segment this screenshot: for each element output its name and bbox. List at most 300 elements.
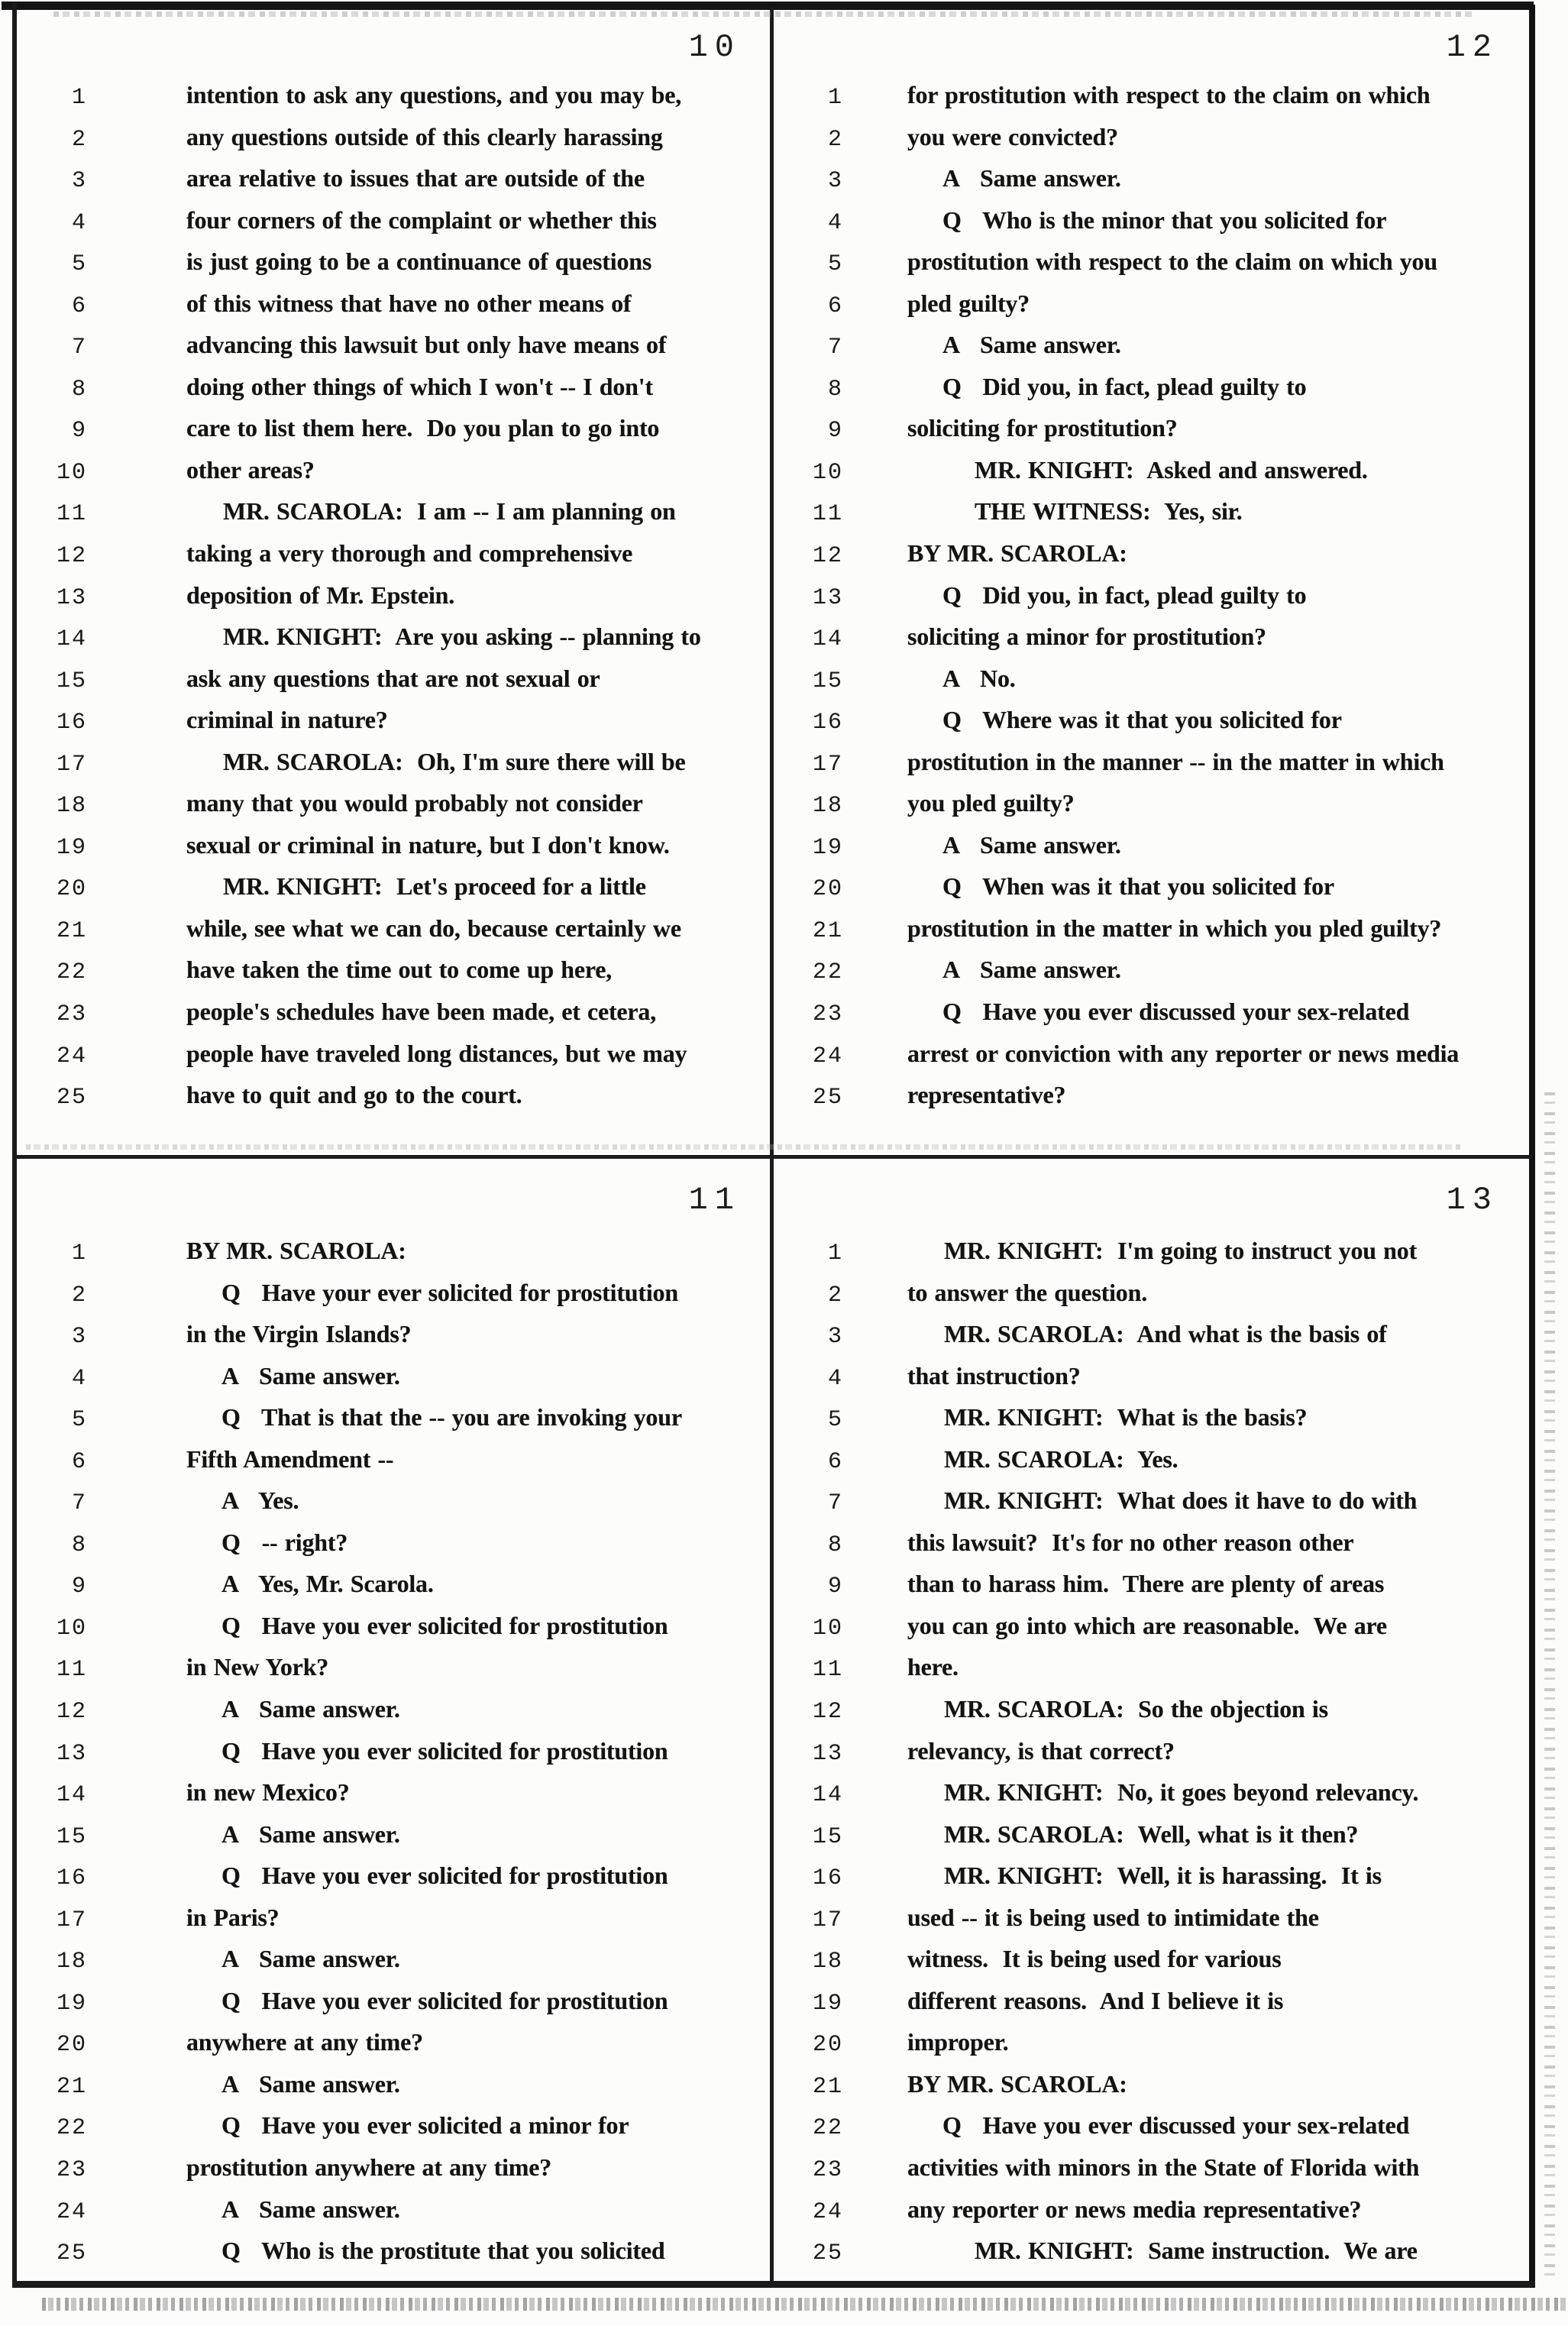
transcript-line	[20, 455, 767, 500]
line-number: 15	[56, 1823, 87, 1850]
transcript-line	[20, 416, 767, 458]
line-number: 13	[56, 584, 87, 611]
line-number: 8	[71, 1532, 87, 1558]
transcript-line	[20, 1238, 767, 1280]
transcript-line	[776, 374, 1524, 416]
line-number: 17	[812, 751, 843, 778]
line-text: Q Have you ever solicited a minor for	[221, 2111, 629, 2140]
line-number: 9	[827, 418, 843, 445]
border-right	[1529, 5, 1535, 2287]
line-text: A Same answer.	[942, 830, 1121, 859]
transcript-line	[776, 1488, 1524, 1530]
transcript-line	[20, 583, 767, 625]
transcript-line	[20, 707, 767, 749]
line-number: 22	[56, 959, 87, 986]
line-text: other areas?	[186, 455, 315, 484]
line-number: 18	[56, 1949, 87, 1975]
transcript-line	[776, 2030, 1524, 2072]
line-number: 18	[812, 1949, 843, 1975]
transcript-line	[20, 249, 767, 291]
transcript-line	[20, 2069, 767, 2114]
line-number: 21	[56, 2073, 87, 2100]
transcript-line	[20, 499, 767, 541]
line-number: 4	[71, 1365, 87, 1392]
line-text: MR. KNIGHT: Let's proceed for a little	[223, 872, 646, 901]
line-text: A Same answer.	[221, 1695, 400, 1723]
transcript-line	[776, 1905, 1524, 1947]
transcript-line	[20, 624, 767, 666]
line-number: 5	[71, 251, 87, 278]
transcript-line	[776, 1863, 1524, 1905]
line-number: 7	[827, 1490, 843, 1517]
transcript-line	[20, 1863, 767, 1905]
line-number: 10	[812, 1615, 843, 1642]
line-number: 6	[71, 1448, 87, 1475]
transcript-line	[776, 1780, 1524, 1822]
transcript-line	[20, 666, 767, 708]
transcript-line	[20, 1655, 767, 1697]
transcript-line	[20, 2155, 767, 2197]
line-number: 15	[812, 1823, 843, 1850]
line-text: MR. KNIGHT: What is the basis?	[944, 1403, 1308, 1432]
line-number: 21	[812, 917, 843, 944]
line-number: 21	[812, 2073, 843, 2100]
line-text: anywhere at any time?	[186, 2028, 423, 2056]
line-text: soliciting a minor for prostitution?	[907, 623, 1266, 651]
line-text: than to harass him. There are plenty of areas	[907, 1570, 1385, 1598]
line-number: 23	[812, 1001, 843, 1028]
line-text: representative?	[907, 1081, 1066, 1109]
line-text: four corners of the complaint or whether this	[186, 205, 657, 234]
transcript-line	[20, 1905, 767, 1947]
line-number: 19	[56, 834, 87, 861]
line-number: 12	[812, 1699, 843, 1726]
line-number: 8	[71, 376, 87, 403]
transcript-line	[20, 82, 767, 125]
line-number: 9	[827, 1574, 843, 1600]
transcript-line	[776, 1736, 1524, 1781]
line-text: Q That is that the -- you are invoking your	[221, 1403, 682, 1432]
line-number: 25	[56, 1085, 87, 1111]
line-number: 3	[827, 1324, 843, 1351]
line-number: 13	[56, 1740, 87, 1767]
line-text: relevancy, is that correct?	[907, 1736, 1175, 1765]
line-text: Q When was it that you solicited for	[942, 872, 1334, 901]
transcript-line	[776, 2069, 1524, 2114]
line-number: 14	[56, 1782, 87, 1809]
scan-noise-bottom	[42, 2298, 1568, 2311]
line-number: 12	[812, 543, 843, 570]
transcript-line	[20, 1444, 767, 1489]
line-number: 18	[56, 793, 87, 820]
transcript-line	[776, 455, 1524, 500]
line-text: Fifth Amendment --	[186, 1444, 394, 1473]
line-number: 3	[71, 1324, 87, 1351]
line-text: for prostitution with respect to the claim on which	[907, 81, 1431, 108]
transcript-page-13	[776, 1160, 1528, 2281]
line-text: advancing this lawsuit but only have means of	[186, 331, 667, 359]
line-text: in Paris?	[186, 1903, 280, 1931]
line-text: ask any questions that are not sexual or	[186, 664, 600, 692]
transcript-line	[20, 999, 767, 1041]
transcript-line	[20, 541, 767, 583]
transcript-line	[776, 874, 1524, 916]
line-text: Q Where was it that you solicited for	[942, 706, 1342, 734]
transcript-line	[20, 291, 767, 333]
line-number: 10	[56, 459, 87, 486]
line-text: sexual or criminal in nature, but I don't know.	[186, 830, 670, 859]
transcript-line	[20, 374, 767, 416]
transcript-line	[776, 2238, 1524, 2280]
line-number: 21	[56, 917, 87, 944]
line-text: A Same answer.	[221, 2195, 400, 2223]
page-number: 11	[688, 1182, 741, 1218]
line-number: 1	[827, 85, 843, 111]
line-number: 6	[827, 1448, 843, 1475]
line-text: A Same answer.	[221, 2069, 400, 2098]
line-text: deposition of Mr. Epstein.	[186, 581, 455, 609]
line-text: MR. KNIGHT: Same instruction. We are	[975, 2237, 1418, 2265]
line-text: in new Mexico?	[186, 1778, 350, 1807]
line-text: this lawsuit? It's for no other reason other	[907, 1528, 1354, 1556]
line-text: Q Who is the minor that you solicited for	[942, 205, 1387, 234]
transcript-line	[776, 2197, 1524, 2239]
line-number: 18	[812, 793, 843, 820]
transcript-line	[776, 1697, 1524, 1739]
transcript-line	[776, 166, 1524, 208]
line-text: area relative to issues that are outside of the	[186, 164, 645, 192]
line-text: Q Have you ever solicited for prostitution	[221, 1611, 668, 1639]
line-number: 5	[827, 251, 843, 278]
line-text: A No.	[942, 664, 1016, 692]
line-number: 6	[827, 293, 843, 319]
line-number: 24	[812, 2198, 843, 2225]
line-text: prostitution anywhere at any time?	[186, 2153, 552, 2182]
line-text: Q Who is the prostitute that you solicited	[221, 2237, 665, 2265]
transcript-line	[20, 1280, 767, 1322]
line-text: Q Have you ever solicited for prostitution	[221, 1862, 668, 1890]
line-number: 8	[827, 1532, 843, 1558]
line-number: 23	[56, 1001, 87, 1028]
line-text: THE WITNESS: Yes, sir.	[975, 497, 1243, 526]
line-number: 24	[56, 2198, 87, 2225]
line-text: in New York?	[186, 1653, 329, 1681]
transcript-line	[20, 1041, 767, 1083]
line-text: criminal in nature?	[186, 706, 388, 734]
line-text: people's schedules have been made, et cetera,	[186, 998, 657, 1026]
line-number: 4	[827, 1365, 843, 1392]
border-left	[12, 3, 17, 2286]
line-text: A Same answer.	[221, 1945, 400, 1973]
line-text: to answer the question.	[907, 1278, 1147, 1306]
line-text: taking a very thorough and comprehensive	[186, 539, 633, 568]
line-number: 17	[812, 1907, 843, 1933]
transcript-line	[776, 1280, 1524, 1322]
line-text: is just going to be a continuance of questions	[186, 247, 652, 276]
transcript-line	[20, 1822, 767, 1864]
transcript-line	[776, 666, 1524, 708]
line-text: MR. SCAROLA: Oh, I'm sure there will be	[223, 747, 686, 775]
line-number: 12	[56, 543, 87, 570]
line-text: any questions outside of this clearly harassing	[186, 122, 663, 150]
line-number: 1	[71, 1241, 87, 1267]
line-text: MR. SCAROLA: Well, what is it then?	[944, 1820, 1359, 1848]
line-text: of this witness that have no other means of	[186, 289, 632, 317]
line-text: prostitution with respect to the claim on which you	[907, 247, 1437, 276]
line-text: A Yes.	[221, 1487, 299, 1515]
line-number: 11	[812, 501, 843, 528]
page-number: 10	[688, 29, 741, 66]
transcript-line	[776, 1322, 1524, 1364]
line-number: 20	[56, 876, 87, 903]
line-text: MR. KNIGHT: Well, it is harassing. It is	[944, 1862, 1382, 1890]
line-text: Q Have you ever discussed your sex-related	[942, 998, 1410, 1026]
transcript-line	[776, 2155, 1524, 2197]
transcript-line	[776, 707, 1524, 749]
line-text: prostitution in the manner -- in the matter in which	[907, 747, 1444, 775]
line-text: in the Virgin Islands?	[186, 1320, 412, 1348]
line-text: Q Have you ever discussed your sex-related	[942, 2111, 1410, 2140]
line-number: 12	[56, 1699, 87, 1726]
line-number: 2	[71, 126, 87, 153]
transcript-line	[776, 830, 1524, 875]
line-text: you pled guilty?	[907, 789, 1075, 817]
line-number: 1	[827, 1241, 843, 1267]
transcript-line	[20, 1571, 767, 1613]
line-number: 6	[71, 293, 87, 319]
transcript-line	[776, 82, 1524, 125]
transcript-line	[20, 1988, 767, 2030]
line-text: MR. SCAROLA: So the objection is	[944, 1695, 1328, 1723]
transcript-page-12	[776, 10, 1528, 1155]
line-text: BY MR. SCAROLA:	[907, 2069, 1127, 2098]
transcript-line	[20, 1488, 767, 1530]
line-text: MR. KNIGHT: What does it have to do with	[944, 1487, 1418, 1515]
line-text: Q Have you ever solicited for prostitution	[221, 1986, 668, 2014]
transcript-line	[776, 541, 1524, 583]
transcript-line	[20, 791, 767, 833]
line-text: activities with minors in the State of Florida with	[907, 2153, 1420, 2182]
line-number: 20	[812, 876, 843, 903]
line-text: BY MR. SCAROLA:	[907, 539, 1127, 568]
line-text: you can go into which are reasonable. We are	[907, 1611, 1387, 1639]
line-text: A Same answer.	[942, 331, 1121, 359]
transcript-line	[776, 791, 1524, 833]
transcript-line	[776, 416, 1524, 458]
line-text: witness. It is being used for various	[907, 1945, 1282, 1973]
line-number: 19	[812, 834, 843, 861]
line-number: 4	[827, 209, 843, 236]
transcript-line	[776, 999, 1524, 1041]
transcript-line	[20, 830, 767, 875]
transcript-line	[776, 624, 1524, 666]
page-lines	[776, 1238, 1524, 2280]
line-number: 11	[812, 1657, 843, 1684]
line-number: 16	[812, 710, 843, 736]
transcript-line	[20, 1613, 767, 1655]
line-text: care to list them here. Do you plan to go into	[186, 414, 660, 442]
transcript-line	[20, 332, 767, 374]
line-text: Q Have you ever solicited for prostitution	[221, 1736, 668, 1765]
line-text: A Same answer.	[221, 1361, 400, 1389]
border-bottom	[12, 2281, 1535, 2288]
line-text: A Same answer.	[942, 164, 1121, 192]
transcript-line	[776, 916, 1524, 958]
line-text: MR. SCAROLA: Yes.	[944, 1444, 1178, 1473]
scan-noise-right	[1544, 1092, 1555, 2284]
line-number: 17	[56, 751, 87, 778]
line-number: 16	[812, 1865, 843, 1892]
transcript-line	[20, 916, 767, 958]
line-number: 14	[812, 626, 843, 653]
line-text: A Yes, Mr. Scarola.	[221, 1570, 434, 1598]
transcript-line	[20, 2113, 767, 2155]
line-number: 14	[56, 626, 87, 653]
transcript-line	[20, 205, 767, 250]
transcript-line	[776, 1041, 1524, 1083]
line-number: 13	[812, 584, 843, 611]
line-text: pled guilty?	[907, 289, 1030, 317]
line-number: 22	[56, 2115, 87, 2142]
line-text: doing other things of which I won't -- I don't	[186, 372, 653, 400]
line-text: MR. SCAROLA: I am -- I am planning on	[223, 497, 676, 526]
line-number: 23	[56, 2157, 87, 2184]
line-text: you were convicted?	[907, 122, 1118, 150]
transcript-line	[776, 205, 1524, 250]
line-number: 8	[827, 376, 843, 403]
line-number: 25	[812, 2240, 843, 2267]
line-number: 11	[56, 1657, 87, 1684]
line-text: prostitution in the matter in which you pled guilty?	[907, 914, 1442, 942]
line-text: any reporter or news media representative?	[907, 2195, 1362, 2223]
line-number: 7	[71, 335, 87, 361]
line-number: 15	[812, 668, 843, 694]
line-number: 2	[71, 1282, 87, 1309]
line-text: soliciting for prostitution?	[907, 414, 1178, 442]
line-number: 3	[827, 168, 843, 195]
transcript-line	[776, 122, 1524, 167]
line-number: 19	[56, 1990, 87, 2017]
transcript-line	[776, 1946, 1524, 1988]
transcript-line	[20, 1361, 767, 1406]
line-number: 23	[812, 2157, 843, 2184]
transcript-line	[20, 749, 767, 791]
line-number: 1	[71, 85, 87, 111]
transcript-line	[20, 1736, 767, 1781]
page-lines	[20, 1238, 767, 2280]
line-text: MR. KNIGHT: I'm going to instruct you not	[944, 1237, 1418, 1264]
line-text: many that you would probably not consider	[186, 789, 643, 817]
transcript-line	[776, 749, 1524, 791]
line-number: 25	[812, 1085, 843, 1111]
line-number: 11	[56, 501, 87, 528]
transcript-line	[776, 1082, 1524, 1124]
line-text: used -- it is being used to intimidate the	[907, 1903, 1319, 1931]
line-text: MR. KNIGHT: Are you asking -- planning to	[223, 623, 701, 651]
line-text: different reasons. And I believe it is	[907, 1986, 1284, 2014]
transcript-line	[776, 583, 1524, 625]
line-number: 15	[56, 668, 87, 694]
line-number: 24	[56, 1043, 87, 1069]
transcript-line	[20, 1780, 767, 1822]
line-number: 20	[56, 2032, 87, 2059]
line-text: Q Did you, in fact, plead guilty to	[942, 581, 1307, 609]
transcript-line	[776, 249, 1524, 291]
line-text: MR. SCAROLA: And what is the basis of	[944, 1320, 1387, 1348]
line-number: 3	[71, 168, 87, 195]
line-text: improper.	[907, 2028, 1009, 2056]
line-number: 10	[56, 1615, 87, 1642]
transcript-line	[20, 1322, 767, 1364]
line-number: 20	[812, 2032, 843, 2059]
line-number: 2	[827, 1282, 843, 1309]
line-text: A Same answer.	[221, 1820, 400, 1848]
line-text: intention to ask any questions, and you may be,	[186, 81, 682, 108]
transcript-line	[776, 1655, 1524, 1697]
page-lines	[776, 82, 1524, 1124]
line-number: 22	[812, 959, 843, 986]
line-text: while, see what we can do, because certainly we	[186, 914, 681, 942]
line-number: 9	[71, 418, 87, 445]
border-top	[2, 2, 1534, 10]
page-lines	[20, 82, 767, 1124]
transcript-line	[20, 2238, 767, 2280]
transcript-line	[776, 1822, 1524, 1864]
transcript-line	[776, 1405, 1524, 1447]
transcript-line	[20, 957, 767, 999]
transcript-line	[776, 332, 1524, 374]
transcript-line	[776, 1444, 1524, 1489]
page-number: 13	[1446, 1182, 1498, 1218]
row-divider	[15, 1155, 1531, 1159]
line-text: arrest or conviction with any reporter or news media	[907, 1039, 1460, 1067]
transcript-line	[20, 2197, 767, 2239]
line-number: 25	[56, 2240, 87, 2267]
line-text: here.	[907, 1653, 959, 1681]
line-number: 9	[71, 1574, 87, 1600]
line-number: 5	[827, 1407, 843, 1434]
transcript-line	[20, 874, 767, 916]
page-number: 12	[1446, 29, 1498, 66]
transcript-line	[776, 1238, 1524, 1280]
transcript-line	[20, 2030, 767, 2072]
line-number: 17	[56, 1907, 87, 1933]
line-text: MR. KNIGHT: No, it goes beyond relevancy.	[944, 1778, 1419, 1807]
line-number: 13	[812, 1740, 843, 1767]
transcript-line	[20, 1405, 767, 1447]
line-text: Q Have your ever solicited for prostitution	[221, 1278, 678, 1306]
line-text: Q Did you, in fact, plead guilty to	[942, 372, 1307, 400]
line-number: 7	[827, 335, 843, 361]
line-number: 7	[71, 1490, 87, 1517]
transcript-line	[20, 1530, 767, 1572]
transcript-line	[20, 122, 767, 167]
transcript-line	[776, 957, 1524, 999]
line-text: A Same answer.	[942, 956, 1121, 984]
line-text: MR. KNIGHT: Asked and answered.	[975, 455, 1368, 484]
line-number: 10	[812, 459, 843, 486]
line-text: that instruction?	[907, 1361, 1081, 1389]
line-number: 14	[812, 1782, 843, 1809]
line-text: people have traveled long distances, but we may	[186, 1039, 687, 1067]
transcript-line	[776, 499, 1524, 541]
line-number: 16	[56, 710, 87, 736]
transcript-line	[20, 1946, 767, 1988]
line-number: 19	[812, 1990, 843, 2017]
transcript-line	[20, 1697, 767, 1739]
transcript-page-11	[20, 1160, 770, 2281]
line-number: 22	[812, 2115, 843, 2142]
